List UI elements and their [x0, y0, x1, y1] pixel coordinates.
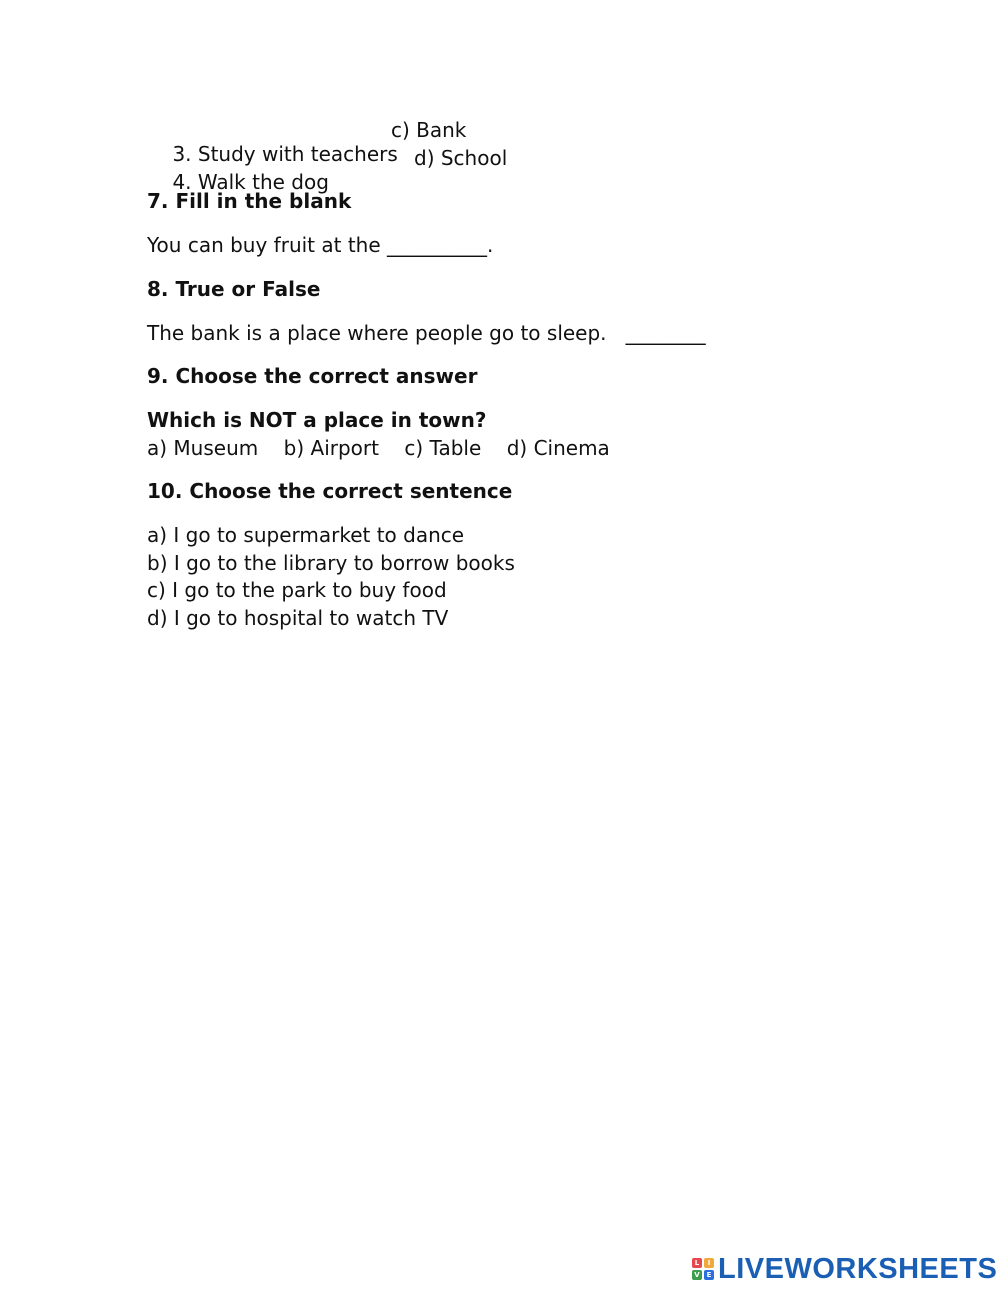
logo-tile-l: L: [692, 1258, 702, 1268]
liveworksheets-logo: [692, 1254, 997, 1284]
matching-item-right: c) Bank: [391, 118, 467, 142]
logo-tile-i: I: [704, 1258, 714, 1268]
logo-tiles-icon: [692, 1258, 714, 1280]
question-9-heading: 9. Choose the correct answer: [147, 364, 478, 388]
matching-item-right: d) School: [414, 146, 508, 170]
question-9-prompt: Which is NOT a place in town?: [147, 408, 487, 432]
question-10-option-d: d) I go to hospital to watch TV: [147, 606, 449, 630]
matching-item-left: 4. Walk the dog: [172, 170, 329, 194]
question-8-heading: 8. True or False: [147, 277, 321, 301]
question-10-option-a: a) I go to supermarket to dance: [147, 523, 465, 547]
question-10-option-b: b) I go to the library to borrow books: [147, 551, 515, 575]
question-9-options: a) Museum b) Airport c) Table d) Cinema: [147, 436, 610, 460]
question-7-text: You can buy fruit at the __________.: [147, 233, 494, 257]
question-8-text: The bank is a place where people go to sleep. ________: [147, 321, 706, 345]
logo-tile-e: E: [704, 1270, 714, 1280]
matching-item-left: 3. Study with teachers: [172, 142, 398, 166]
question-7-heading: 7. Fill in the blank: [147, 189, 352, 213]
logo-wordmark: LIVEWORKSHEETS: [718, 1252, 998, 1285]
logo-tile-v: V: [692, 1270, 702, 1280]
question-10-option-c: c) I go to the park to buy food: [147, 578, 447, 602]
question-10-heading: 10. Choose the correct sentence: [147, 479, 513, 503]
